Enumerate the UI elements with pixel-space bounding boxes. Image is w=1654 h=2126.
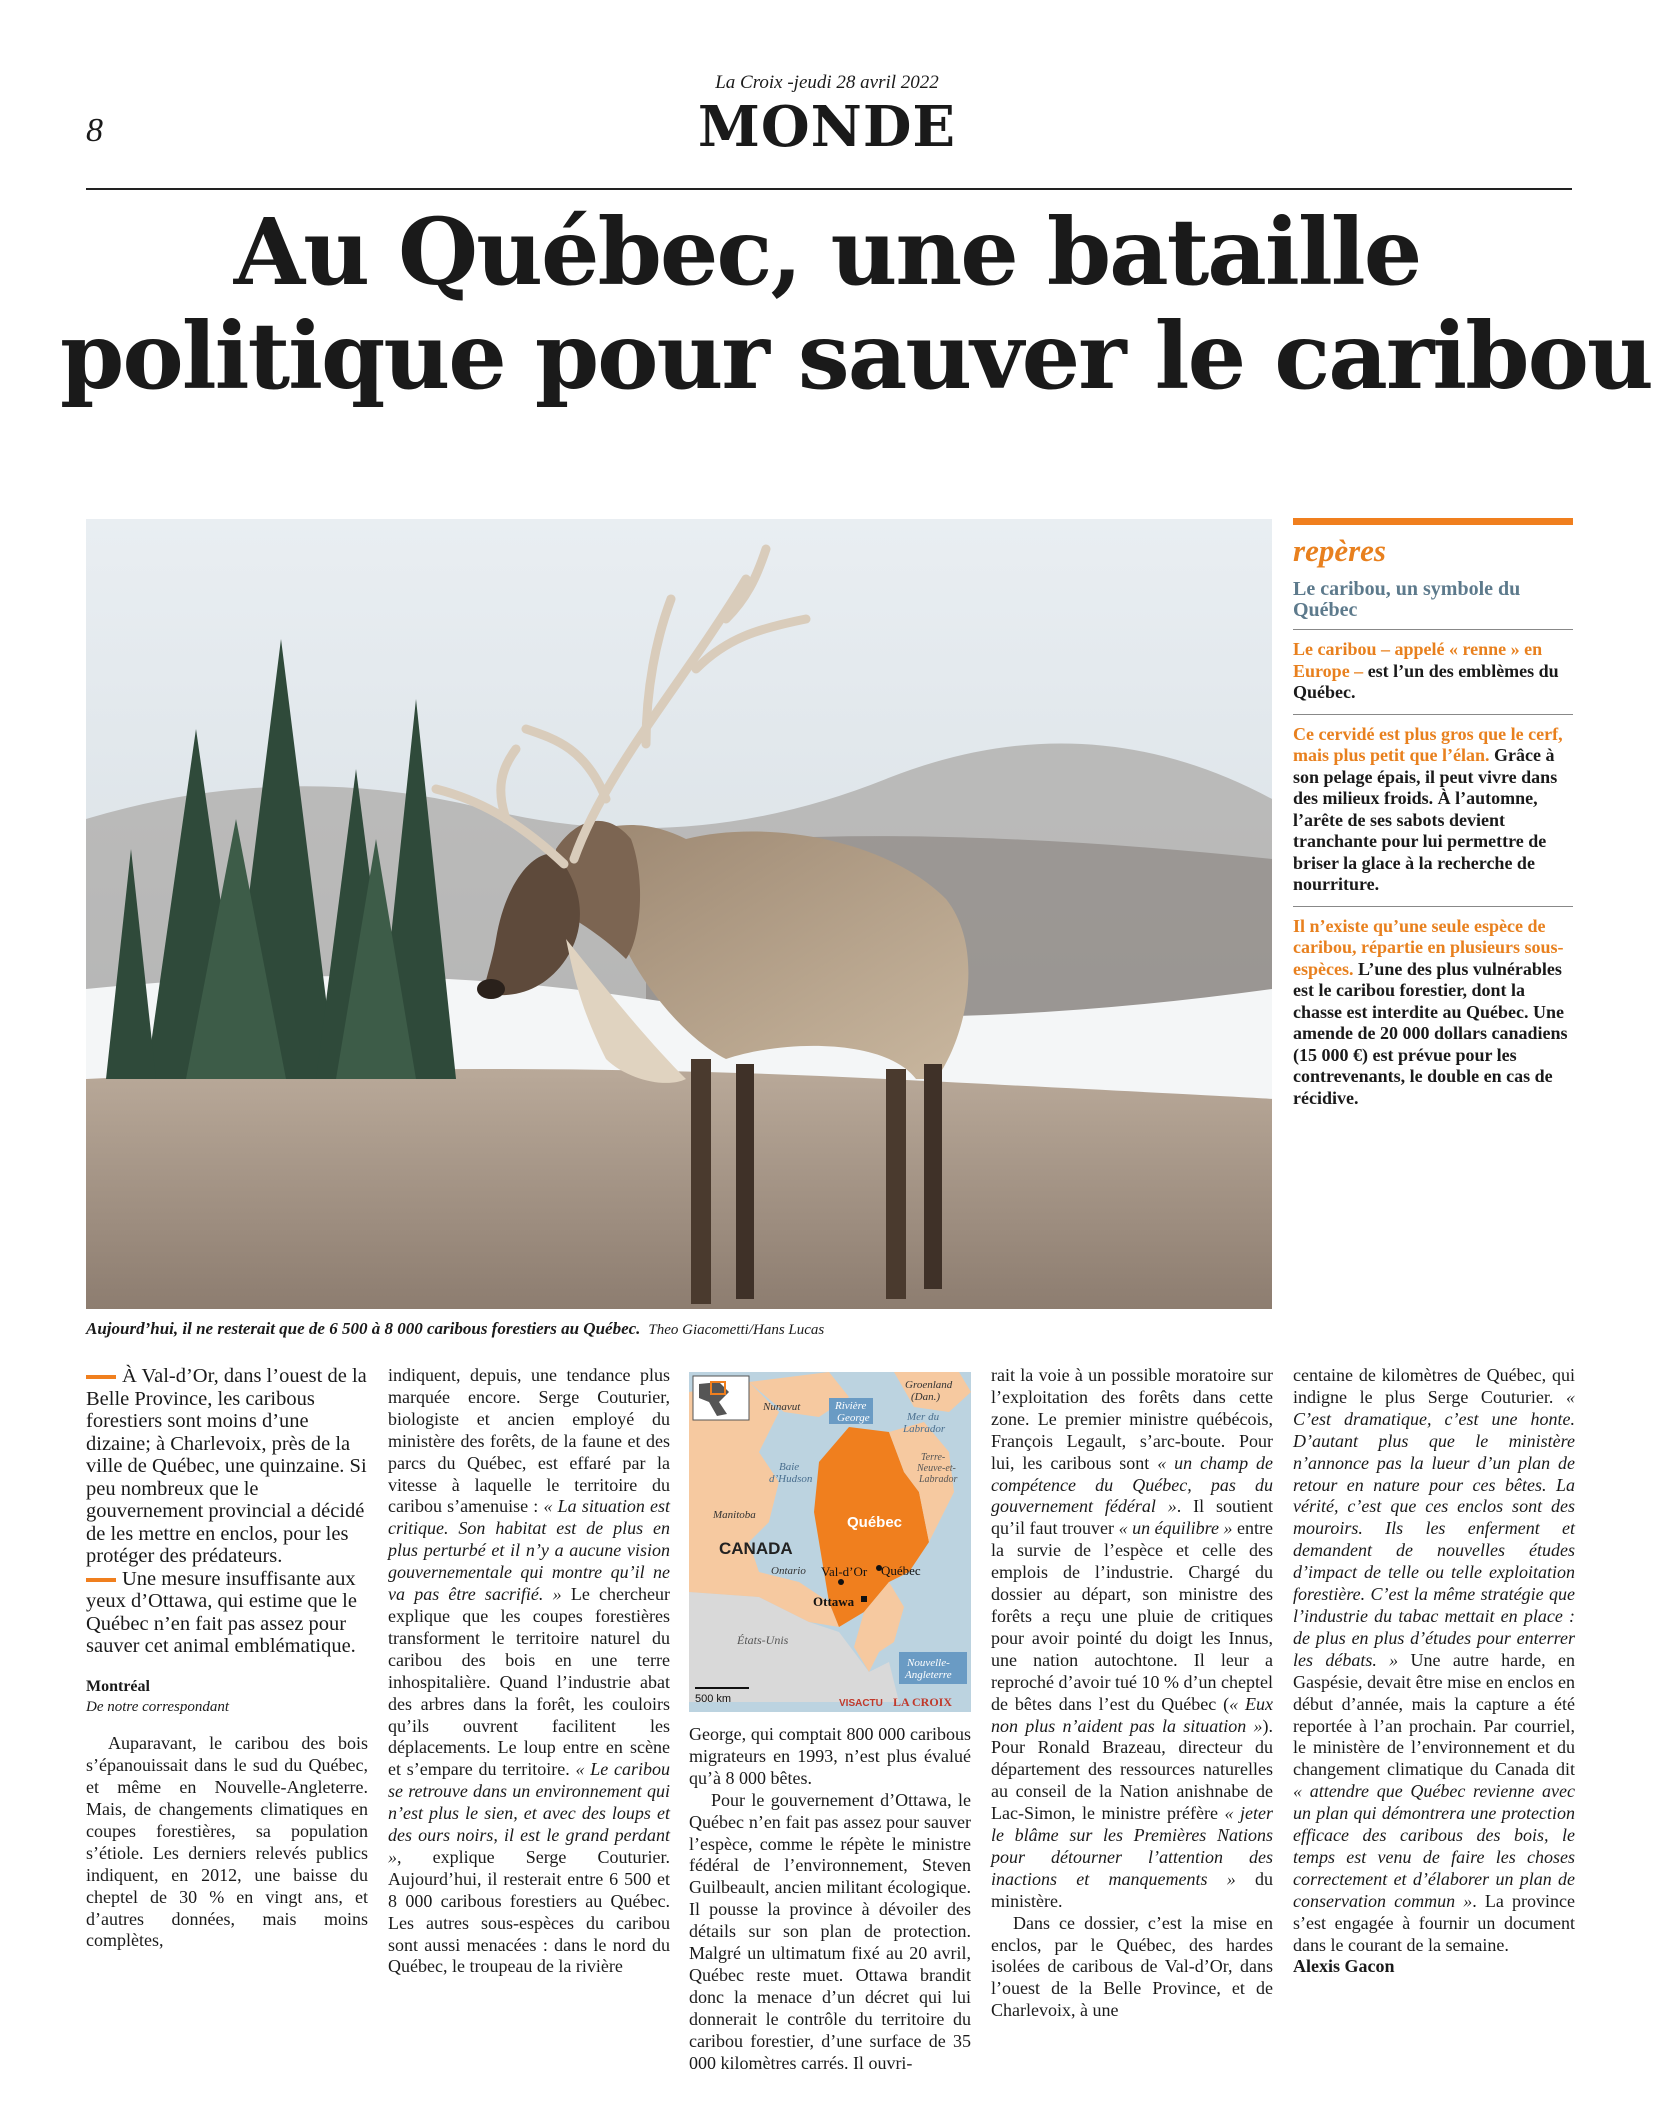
map-label-greenland-dan: (Dan.): [911, 1391, 941, 1403]
article-column-4: [991, 1365, 1273, 2022]
map-label-quebec-city: Québec: [881, 1563, 921, 1578]
map-label-terre-neuve-1: Terre-: [921, 1452, 946, 1463]
byline-place: Montréal: [86, 1677, 150, 1695]
body-text: Une autre harde, en Gaspésie, devait être mise en enclos en début d’année, mais la capture a été reportée à l’an prochain. Par courriel, le ministère de l’environnement et du changement climatique du Canada dit: [1293, 1649, 1575, 1780]
map-label-val-dor: Val-d’Or: [821, 1564, 868, 1579]
article-column-5: [1293, 1365, 1575, 1978]
map-label-manitoba: Manitoba: [713, 1509, 756, 1521]
headline-line-1: Au Québec, une bataille: [233, 198, 1421, 306]
map-label-nouvelle-angleterre-2: Angleterre: [905, 1669, 952, 1681]
map-label-riviere-george-1: Rivière: [835, 1400, 867, 1412]
map-label-mer-labrador-2: Labrador: [903, 1423, 946, 1435]
map-label-mer-labrador-1: Mer du: [907, 1411, 940, 1423]
article-signature: Alexis Gacon: [1293, 1956, 1395, 1977]
body-text: rait la voie à un possible moratoire sur l’exploitation des forêts dans cette zone. Le premier ministre québécois, François Legault, s’arc-boute. Pour lui, les caribous sont: [991, 1365, 1273, 1473]
article-column-3: [689, 1724, 971, 2075]
header-rule: [86, 188, 1572, 190]
sidebar-p3-text: L’une des plus vulnérables est le caribou forestier, dont la chasse est interdite au Québec. Une amende de 20 000 dollars canadiens (15 000 €) est prévue pour les contrevenants, le double en cas de récidive.: [1293, 958, 1568, 1108]
sidebar-p2-highlight: Ce cervidé est plus gros que le cerf, mais plus petit que l’élan.: [1293, 723, 1563, 765]
sidebar-p1-text: est l’un des emblèmes du Québec.: [1293, 660, 1559, 702]
body-text: du ministère.: [991, 1868, 1273, 1911]
article-column-2: [388, 1365, 670, 1978]
body-paragraph: [1293, 1365, 1575, 1956]
body-paragraph: Auparavant, le caribou des bois s’épanouissait dans le sud du Québec, et même en Nouvelle-Angleterre. Mais, de changements climatiques en coupes forestières, sa population s’étiole. Les derniers relevés publics indiquent, en 2012, une baisse du cheptel de 30 % en vingt ans, et d’autres données, mais moins complètes,: [86, 1733, 368, 1951]
map-label-riviere-george-2: George: [837, 1412, 870, 1424]
body-quote: « C’est dramatique, c’est une honte. D’autant plus que le ministère n’annonce pas la lueur d’un plan de retour en nature pour ces bêtes. La vérité, c’est que ces enclos sont des mouroirs. Ils les enferment et demandent de nouvelles études d’impact de telle ou telle exploitation forestière. C’est la même stratégie que l’industrie du tabac mettait en place : de plus en plus d’études pour enterrer les débats. »: [1293, 1386, 1575, 1670]
body-paragraph: [388, 1365, 670, 1978]
body-quote: « La situation est critique. Son habitat est de plus en plus perturbé et il n’y a aucune vision gouvernementale qui montre qu’il ne va pas être sacrifié. »: [388, 1496, 670, 1605]
body-text: . Il soutient qu’il faut trouver: [991, 1496, 1273, 1539]
map-label-terre-neuve-2: Neuve-et-: [917, 1463, 956, 1474]
body-paragraph: Pour le gouvernement d’Ottawa, le Québec n’en fait pas assez pour sauver l’espèce, comme le répète le ministre fédéral de l’environnement, Steven Guilbeault, ancien militant écologique. Il pousse la province à dévoiler des détails sur son plan de protection. Malgré un ultimatum fixé au 20 avril, Québec reste muet. Ottawa brandit donc la menace d’un décret qui lui donnerait le contrôle du territoire du caribou forestier, d’une surface de 35 000 kilomètres carrés. Il ouvri-: [689, 1789, 971, 2073]
sidebar-p3-highlight: Il n’existe qu’une seule espèce de caribou, répartie en plusieurs sous-espèces.: [1293, 915, 1564, 979]
body-quote: « Le caribou se retrouve dans un environnement qui n’est plus le sien, et avec des loups et des ours noirs, il est le grand perdant »: [388, 1759, 671, 1867]
map-label-ottawa: Ottawa: [813, 1594, 855, 1609]
map-scale: 500 km: [695, 1693, 732, 1705]
sidebar-p1-highlight: Le caribou – appelé « renne » en Europe –: [1293, 639, 1543, 681]
sidebar-paragraph-3: [1293, 907, 1573, 1120]
body-paragraph: George, qui comptait 800 000 caribous migrateurs en 1993, n’est plus évalué qu’à 8 000 bêtes.: [689, 1724, 971, 1788]
caribou-photo: [86, 519, 1272, 1309]
dateline: La Croix -jeudi 28 avril 2022: [715, 72, 939, 93]
body-text: entre la survie de l’espèce et celle des emplois de l’industrie. Chargé du dossier au départ, son ministre des forêts a reçu une pluie de critiques pour avoir pointé du doigt les Innus, une nation autochtone. Il leur a reproché d’avoir tué 10 % d’un cheptel de bêtes dans l’est du Québec (: [991, 1518, 1273, 1714]
quebec-map: [689, 1372, 971, 1712]
caption-text: Aujourd’hui, il ne resterait que de 6 500 à 8 000 caribous forestiers au Québec.: [86, 1319, 641, 1338]
body-text: , explique Serge Couturier. Aujourd’hui, il resterait entre 6 500 et 8 000 caribous forestiers au Québec. Les autres sous-espèces du caribou sont aussi menacées : dans le nord du Québec, le troupeau de la rivière: [388, 1846, 670, 1977]
sidebar-accent-bar: [1293, 518, 1573, 525]
body-text: . La province s’est engagée à fournir un document dans le courant de la semaine.: [1293, 1890, 1575, 1955]
body-text: Le chercheur explique que les coupes forestières transforment le territoire naturel du caribou des bois en une terre inhospitalière. Quand l’industrie abat des arbres dans la forêt, les couloirs qu’ils ouvrent facilitent les déplacements. Le loup entre en scène et s’empare du territoire.: [388, 1584, 670, 1780]
lead-marker: [86, 1578, 116, 1582]
sidebar-paragraph-2: [1293, 715, 1573, 907]
map-credit-lacroix: LA CROIX: [893, 1695, 953, 1709]
sidebar-paragraph-1: [1293, 630, 1573, 715]
map-label-quebec-region: Québec: [847, 1514, 903, 1531]
map-label-terre-neuve-3: Labrador: [919, 1474, 958, 1485]
sidebar-p2-text: Grâce à son pelage épais, il peut vivre dans des milieux froids. À l’automne, l’arête de ses sabots devient tranchante pour lui permettre de briser la glace à la recherche de nourriture.: [1293, 745, 1558, 894]
body-quote: « attendre que Québec revienne avec un plan qui démontrera une protection efficace des caribous des bois, le temps est venu de faire les choses correctement et d’élaborer un plan de conservation commun »: [1293, 1781, 1575, 1911]
headline-line-2: politique pour sauver le caribou: [60, 302, 1652, 410]
map-label-canada: CANADA: [719, 1539, 793, 1558]
reperes-sidebar: [1293, 518, 1573, 1119]
body-quote: « jeter le blâme sur les Premières Nations pour détourner l’attention des inactions et manquements »: [991, 1803, 1273, 1889]
article-column-1: [86, 1365, 368, 1952]
body-text: ). Pour Ronald Brazeau, directeur du département des ressources naturelles au conseil de la Nation anishnabe de Lac-Simon, le ministre préfère: [991, 1715, 1273, 1824]
lead-paragraph-2: Une mesure insuffisante aux yeux d’Ottawa, qui estime que le Québec n’en fait pas assez pour sauver cet animal emblématique.: [86, 1567, 357, 1657]
caribou-illustration: [86, 519, 1272, 1309]
map-label-baie-hudson-1: Baie: [779, 1461, 800, 1473]
map-graphic: [689, 1372, 971, 1712]
map-label-ontario: Ontario: [771, 1565, 806, 1577]
body-paragraph: [991, 1365, 1273, 1913]
photo-credit: Theo Giacometti/Hans Lucas: [648, 1322, 825, 1338]
sidebar-subtitle: Le caribou, un symbole du Québec: [1293, 579, 1573, 630]
body-quote: « Eux non plus n’aident pas la situation »: [991, 1693, 1274, 1736]
sidebar-title: repères: [1293, 533, 1386, 568]
headline: [60, 198, 1652, 410]
body-quote: « un équilibre »: [1118, 1518, 1233, 1539]
body-quote: « un champ de compétence du Québec, pas du gouvernement fédéral »: [991, 1452, 1273, 1517]
body-text: indiquent, depuis, une tendance plus marquée encore. Serge Couturier, biologiste et ancien employé du ministère des forêts, de la faune et des parcs du Québec, est effaré par la vitesse à laquelle le territoire du caribou s’amenuise :: [388, 1365, 670, 1517]
photo-caption: [86, 1318, 1272, 1341]
body-text: centaine de kilomètres de Québec, qui indigne le plus Serge Couturier.: [1293, 1365, 1575, 1407]
byline-correspondent: De notre correspondant: [86, 1699, 230, 1716]
body-paragraph: Dans ce dossier, c’est la mise en enclos, par le Québec, des hardes isolées de caribous de Val-d’Or, dans l’ouest de la Belle Province, et de Charlevoix, à une: [991, 1912, 1273, 2021]
page-number: 8: [86, 112, 103, 149]
map-label-nunavut: Nunavut: [763, 1401, 801, 1413]
map-label-greenland: Groenland: [905, 1379, 953, 1391]
map-label-baie-hudson-2: d’Hudson: [769, 1473, 813, 1485]
article-lead: [86, 1365, 368, 1658]
map-label-nouvelle-angleterre-1: Nouvelle-: [907, 1657, 950, 1669]
map-label-etats-unis: États-Unis: [737, 1633, 789, 1647]
map-credit-visactu: VISACTU: [839, 1698, 883, 1709]
lead-marker: [86, 1375, 116, 1379]
lead-paragraph-1: À Val-d’Or, dans l’ouest de la Belle Province, les caribous forestiers sont moins d’une dizaine; à Charlevoix, près de la ville de Québec, une quinzaine. Si peu nombreux que le gouvernement provincial a décidé de les mettre en enclos, pour les protéger des prédateurs.: [86, 1365, 367, 1567]
section-title: MONDE: [697, 94, 957, 160]
